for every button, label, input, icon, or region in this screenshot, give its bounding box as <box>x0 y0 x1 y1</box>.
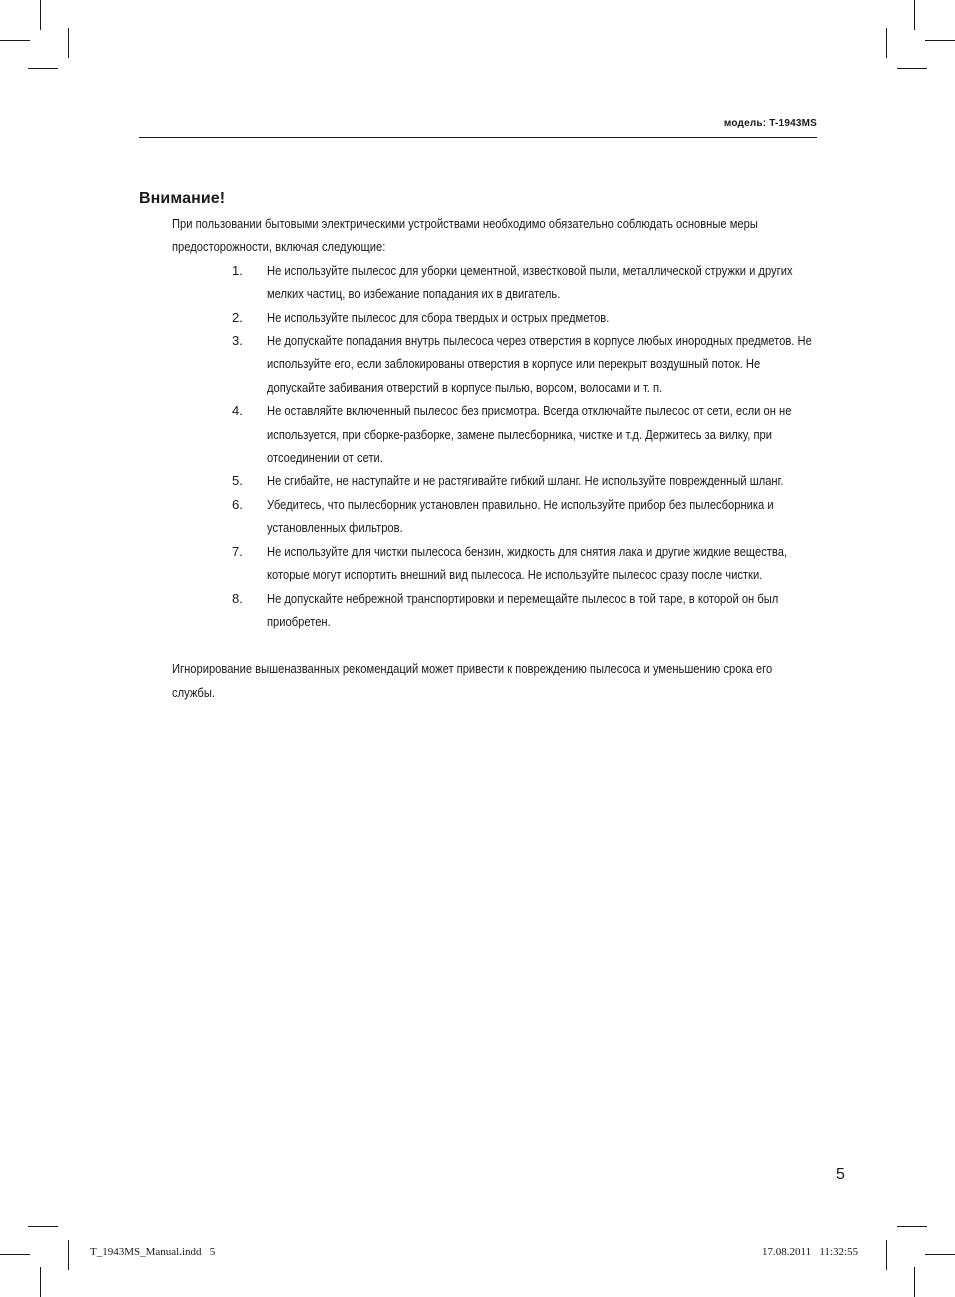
crop-mark <box>925 40 955 41</box>
list-item-text: Не допускайте небрежной транспортировки и перемещайте пылесос в той таре, в которой он был приобретен. <box>267 590 779 629</box>
list-item-number: 3. <box>232 333 243 349</box>
warning-outro: Игнорирование вышеназванных рекомендаций может привести к повреждению пылесоса и уменьшению срока его службы. <box>172 661 773 700</box>
list-item <box>139 587 819 634</box>
crop-mark <box>886 1240 887 1270</box>
list-item <box>139 469 819 492</box>
model-label: модель: T-1943MS <box>723 118 817 129</box>
crop-mark <box>28 68 58 69</box>
list-item-number: 2. <box>232 309 243 325</box>
list-item <box>139 540 819 587</box>
list-item-number: 5. <box>232 473 243 489</box>
crop-mark <box>914 1267 915 1297</box>
warning-section <box>139 190 819 704</box>
crop-mark <box>0 40 30 41</box>
list-item-number: 1. <box>232 262 243 278</box>
date-slug: 17.08.2011 11:32:55 <box>762 1246 859 1258</box>
crop-mark <box>40 1267 41 1297</box>
list-item <box>139 399 819 469</box>
crop-mark <box>0 1254 30 1255</box>
safety-list <box>139 259 819 634</box>
warning-title: Внимание! <box>139 190 226 207</box>
list-item <box>139 493 819 540</box>
file-slug: T_1943MS_Manual.indd 5 <box>90 1246 216 1258</box>
crop-mark <box>68 1240 69 1270</box>
crop-mark <box>28 1226 58 1227</box>
crop-mark <box>914 0 915 30</box>
crop-mark <box>897 1226 927 1227</box>
warning-intro: При пользовании бытовыми электрическими устройствами необходимо обязательно соблюдать основные меры предосторожности, включая следующие: <box>172 216 758 255</box>
crop-mark <box>40 0 41 30</box>
list-item-text: Не сгибайте, не наступайте и не растягивайте гибкий шланг. Не используйте поврежденный шланг. <box>267 473 784 489</box>
crop-mark <box>925 1254 955 1255</box>
list-item-number: 7. <box>232 543 243 559</box>
list-item <box>139 306 819 329</box>
list-item <box>139 259 819 306</box>
list-item-text: Не используйте пылесос для уборки цементной, известковой пыли, металлической стружки и других мелких частиц, во избежание попадания их в двигатель. <box>267 262 793 302</box>
list-item-number: 6. <box>232 496 243 512</box>
list-item-text: Не допускайте попадания внутрь пылесоса через отверстия в корпусе любых инородных предметов. Не используйте его, если заблокированы отверстия в корпусе или перекрыт воздушный поток. Не допускайте забивания отверстий в корпусе пылью, ворсом, волосами и т. п. <box>267 333 812 395</box>
list-item-number: 4. <box>232 403 243 419</box>
header-divider <box>139 137 817 138</box>
list-item-number: 8. <box>232 590 243 606</box>
list-item-text: Убедитесь, что пылесборник установлен правильно. Не используйте прибор без пылесборника и установленных фильтров. <box>267 496 774 536</box>
list-item <box>139 329 819 399</box>
list-item-text: Не используйте пылесос для сбора твердых и острых предметов. <box>267 309 610 325</box>
crop-mark <box>68 28 69 58</box>
list-item-text: Не оставляйте включенный пылесос без присмотра. Всегда отключайте пылесос от сети, если он не используется, при сборке-разборке, замене пылесборника, чистке и т.д. Держитесь за вилку, при отсоединении от сети. <box>267 403 792 466</box>
page-number: 5 <box>836 1166 845 1183</box>
crop-mark <box>897 68 927 69</box>
list-item-text: Не используйте для чистки пылесоса бензин, жидкость для снятия лака и другие жидкие вещества, которые могут испортить внешний вид пылесоса. Не используйте пылесос сразу после чистки. <box>267 543 788 583</box>
crop-mark <box>886 28 887 58</box>
